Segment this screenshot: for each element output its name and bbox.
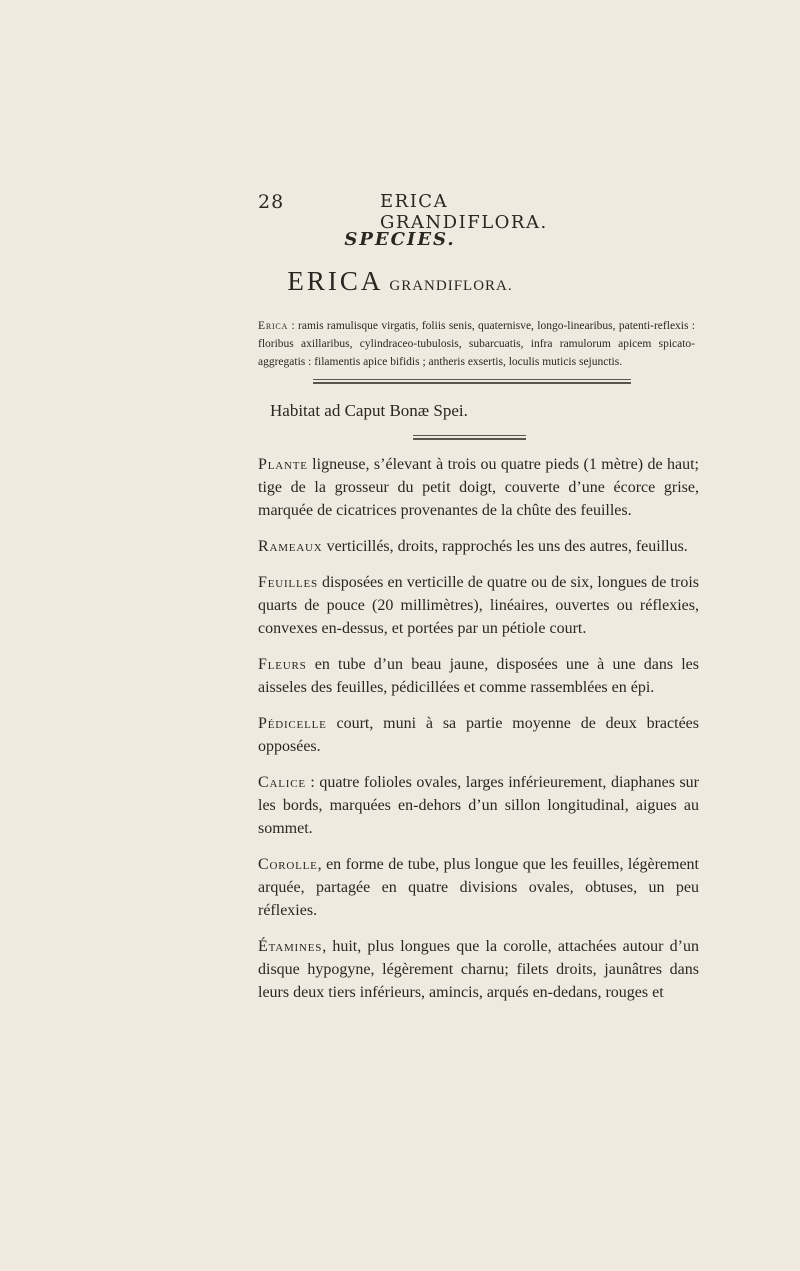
description-term: Corolle bbox=[258, 856, 318, 873]
description-text: court, muni à sa partie moyenne de deux bractées opposées. bbox=[258, 715, 699, 755]
description-text: ligneuse, s’élevant à trois ou quatre pieds (1 mètre) de haut; tige de la grosseur du petit doigt, couverte d’une écorce grise, marquée de cicatrices provenantes de la chûte des feuilles. bbox=[258, 456, 699, 519]
botanical-description bbox=[258, 453, 699, 1017]
description-paragraph bbox=[258, 712, 699, 758]
description-paragraph bbox=[258, 853, 699, 922]
diagnosis-term: Erica bbox=[258, 320, 289, 332]
description-paragraph bbox=[258, 453, 699, 522]
description-term: Rameaux bbox=[258, 538, 323, 555]
page-header bbox=[258, 191, 570, 233]
description-text: en tube d’un beau jaune, disposées une à une dans les aisseles des feuilles, pédicillées et comme rassemblées en épi. bbox=[258, 656, 699, 696]
page-number: 28 bbox=[258, 191, 285, 213]
description-term: Étamines bbox=[258, 938, 323, 955]
short-double-rule-divider bbox=[413, 435, 526, 440]
species-epithet: GRANDIFLORA. bbox=[389, 278, 513, 294]
running-title: ERICA GRANDIFLORA. bbox=[380, 191, 548, 233]
description-paragraph bbox=[258, 935, 699, 1004]
description-paragraph bbox=[258, 771, 699, 840]
section-title: SPECIES. bbox=[344, 229, 456, 250]
description-text: disposées en verticille de quatre ou de six, longues de trois quarts de pouce (20 millimètres), linéaires, ouvertes ou réflexies, convexes en-dessus, et portées par un pétiole court. bbox=[258, 574, 699, 637]
description-paragraph bbox=[258, 571, 699, 640]
description-paragraph bbox=[258, 535, 699, 558]
diagnosis-text: : ramis ramulisque virgatis, foliis senis, quaternisve, longo-linearibus, patenti-reflexis : floribus axillaribus, cylindraceo-tubulosis, subarcuatis, infra ramulorum apicem spicato-aggregatis : filamentis apice bifidis ; antheris exsertis, loculis muticis sejunctis. bbox=[258, 320, 695, 368]
species-name bbox=[0, 266, 800, 297]
double-rule-divider bbox=[313, 379, 631, 384]
description-text: , en forme de tube, plus longue que les feuilles, légèrement arquée, partagée en quatre divisions ovales, obtuses, un peu réflexies. bbox=[258, 856, 699, 919]
description-term: Feuilles bbox=[258, 574, 318, 591]
description-paragraph bbox=[258, 653, 699, 699]
description-text: verticillés, droits, rapprochés les uns des autres, feuillus. bbox=[322, 538, 688, 555]
latin-diagnosis bbox=[258, 317, 695, 371]
genus-name: ERICA bbox=[287, 266, 384, 296]
description-text: : quatre folioles ovales, larges inférieurement, diaphanes sur les bords, marquées en-dehors d’un sillon longitudinal, aigues au sommet. bbox=[258, 774, 699, 837]
description-term: Calice bbox=[258, 774, 306, 791]
description-term: Plante bbox=[258, 456, 308, 473]
description-text: , huit, plus longues que la corolle, attachées autour d’un disque hypogyne, légèrement charnu; filets droits, jaunâtres dans leurs deux tiers inférieurs, amincis, arqués en-dedans, rouges et bbox=[258, 938, 699, 1001]
description-term: Pédicelle bbox=[258, 715, 327, 732]
habitat-line: Habitat ad Caput Bonæ Spei. bbox=[270, 401, 468, 420]
description-term: Fleurs bbox=[258, 656, 307, 673]
